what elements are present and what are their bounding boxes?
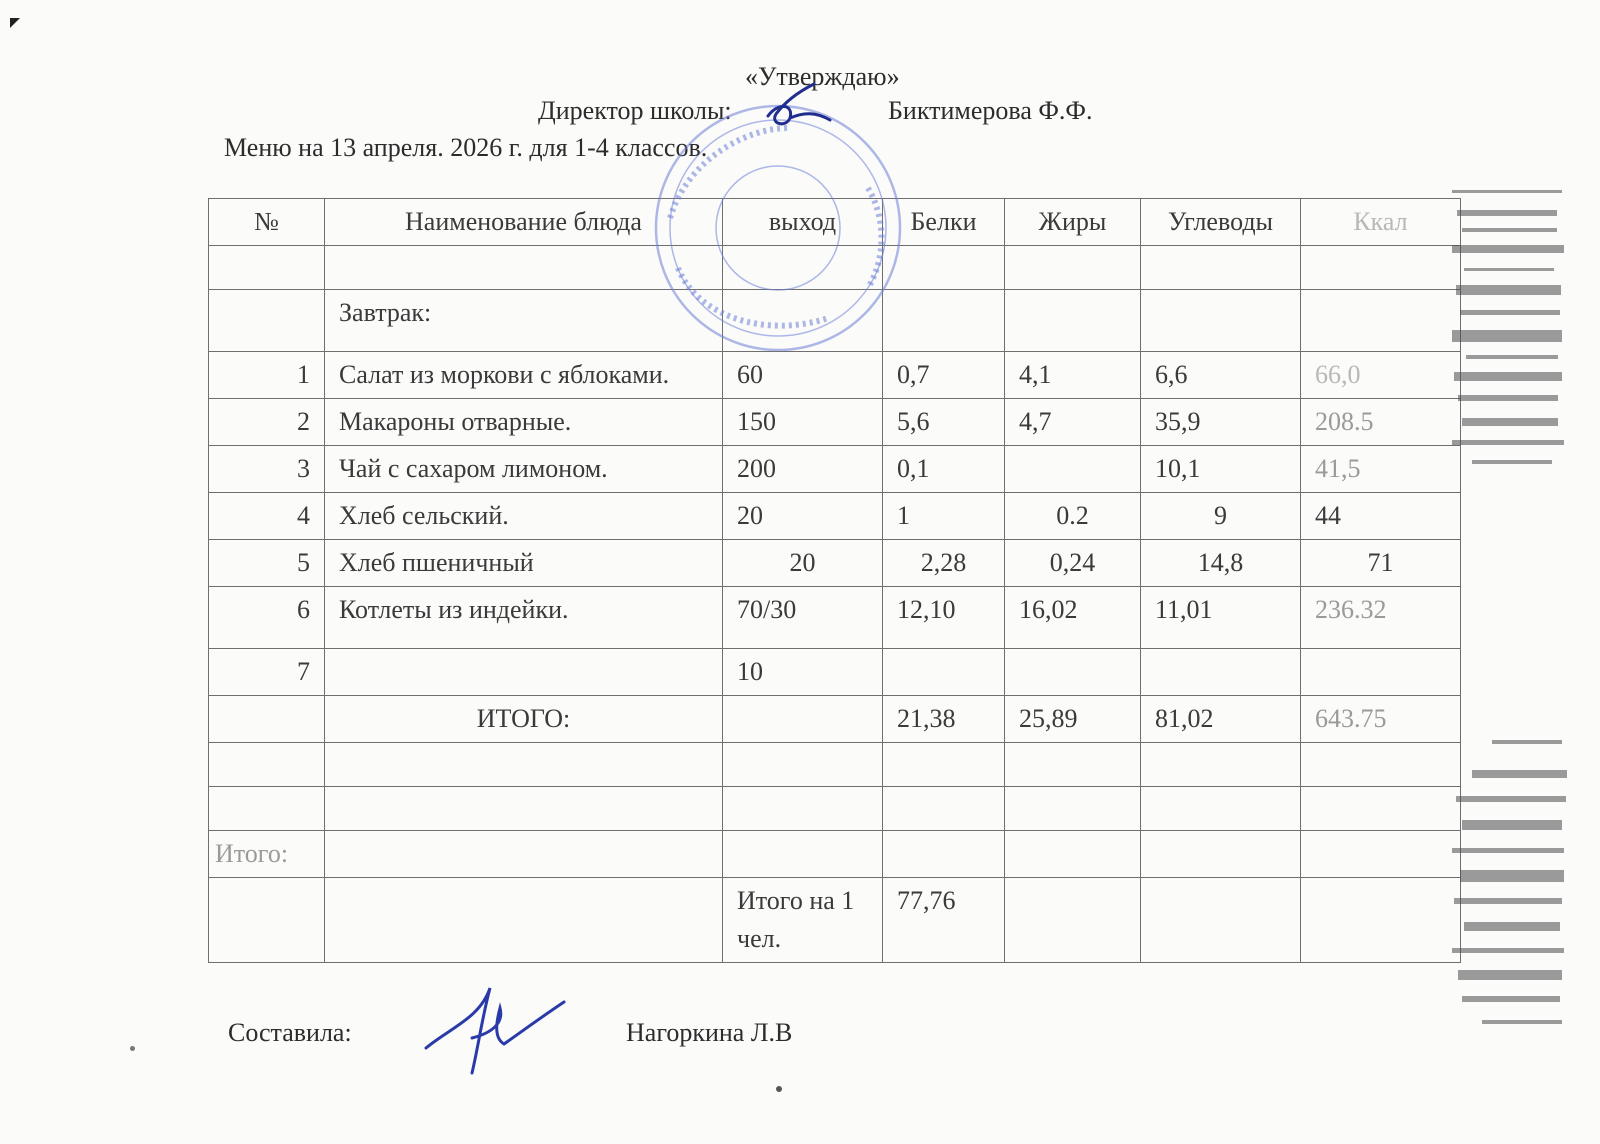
dish-protein: 0,1 bbox=[883, 446, 1005, 493]
column-header-kcal: Ккал bbox=[1301, 199, 1461, 246]
dish-name: Макароны отварные. bbox=[325, 399, 723, 446]
section-label-breakfast: Завтрак: bbox=[325, 290, 723, 352]
dish-kcal: 66,0 bbox=[1301, 352, 1461, 399]
director-signature bbox=[760, 82, 840, 137]
dish-carbs: 14,8 bbox=[1141, 540, 1301, 587]
dish-protein: 0,7 bbox=[883, 352, 1005, 399]
dish-kcal: 44 bbox=[1301, 493, 1461, 540]
empty-row bbox=[209, 743, 1461, 787]
dish-carbs: 6,6 bbox=[1141, 352, 1301, 399]
itogo-label: Итого: bbox=[209, 831, 325, 878]
dish-carbs: 35,9 bbox=[1141, 399, 1301, 446]
column-header-protein: Белки bbox=[883, 199, 1005, 246]
dish-kcal: 236.32 bbox=[1301, 587, 1461, 649]
dish-kcal: 41,5 bbox=[1301, 446, 1461, 493]
table-row bbox=[209, 540, 1461, 587]
director-label: Директор школы: bbox=[538, 96, 732, 125]
approve-heading: «Утверждаю» bbox=[745, 62, 900, 91]
menu-title: Меню на 13 апреля. 2026 г. для 1-4 классов. bbox=[224, 133, 708, 162]
dish-protein: 12,10 bbox=[883, 587, 1005, 649]
table-row bbox=[209, 493, 1461, 540]
row-number: 1 bbox=[209, 352, 325, 399]
school-stamp bbox=[618, 98, 938, 358]
dish-name bbox=[325, 649, 723, 696]
total-kcal: 643.75 bbox=[1301, 696, 1461, 743]
empty-row bbox=[209, 787, 1461, 831]
dish-output: 10 bbox=[723, 649, 883, 696]
dish-fat bbox=[1005, 446, 1141, 493]
itogo-row bbox=[209, 831, 1461, 878]
row-number: 7 bbox=[209, 649, 325, 696]
dish-output: 150 bbox=[723, 399, 883, 446]
dish-kcal: 208.5 bbox=[1301, 399, 1461, 446]
scan-noise-lower bbox=[1452, 730, 1572, 1050]
per-person-row bbox=[209, 878, 1461, 963]
total-carbs: 81,02 bbox=[1141, 696, 1301, 743]
total-protein: 21,38 bbox=[883, 696, 1005, 743]
row-number: 5 bbox=[209, 540, 325, 587]
dish-fat: 16,02 bbox=[1005, 587, 1141, 649]
scan-speck bbox=[776, 1086, 782, 1092]
composer-signature bbox=[420, 978, 570, 1083]
table-row bbox=[209, 399, 1461, 446]
dish-carbs: 11,01 bbox=[1141, 587, 1301, 649]
dish-name: Хлеб сельский. bbox=[325, 493, 723, 540]
dish-protein: 5,6 bbox=[883, 399, 1005, 446]
column-header-fat: Жиры bbox=[1005, 199, 1141, 246]
composed-name: Нагоркина Л.В bbox=[626, 1018, 793, 1047]
dish-output: 60 bbox=[723, 352, 883, 399]
row-number: 2 bbox=[209, 399, 325, 446]
table-row bbox=[209, 446, 1461, 493]
dish-kcal: 71 bbox=[1301, 540, 1461, 587]
row-number: 6 bbox=[209, 587, 325, 649]
dish-output: 200 bbox=[723, 446, 883, 493]
dish-protein: 1 bbox=[883, 493, 1005, 540]
dish-name: Котлеты из индейки. bbox=[325, 587, 723, 649]
total-row bbox=[209, 696, 1461, 743]
dish-fat: 4,1 bbox=[1005, 352, 1141, 399]
dish-name: Хлеб пшеничный bbox=[325, 540, 723, 587]
dish-output: 20 bbox=[723, 493, 883, 540]
row-number: 3 bbox=[209, 446, 325, 493]
per-person-value: 77,76 bbox=[883, 878, 1005, 963]
scan-corner-mark bbox=[10, 18, 20, 28]
dish-output: 20 bbox=[723, 540, 883, 587]
table-row bbox=[209, 587, 1461, 649]
dish-fat: 0,24 bbox=[1005, 540, 1141, 587]
dish-carbs: 10,1 bbox=[1141, 446, 1301, 493]
director-name: Биктимерова Ф.Ф. bbox=[888, 96, 1093, 125]
dish-fat: 0.2 bbox=[1005, 493, 1141, 540]
total-fat: 25,89 bbox=[1005, 696, 1141, 743]
row-number: 4 bbox=[209, 493, 325, 540]
column-header-dish: Наименование блюда bbox=[325, 199, 723, 246]
column-header-carbs: Углеводы bbox=[1141, 199, 1301, 246]
dish-name: Салат из моркови с яблоками. bbox=[325, 352, 723, 399]
scan-speck bbox=[130, 1046, 135, 1051]
dish-fat: 4,7 bbox=[1005, 399, 1141, 446]
dish-protein: 2,28 bbox=[883, 540, 1005, 587]
column-header-output: выход bbox=[723, 199, 883, 246]
composed-label: Составила: bbox=[228, 1018, 352, 1047]
dish-name: Чай с сахаром лимоном. bbox=[325, 446, 723, 493]
dish-carbs: 9 bbox=[1141, 493, 1301, 540]
per-person-label: Итого на 1 чел. bbox=[723, 878, 883, 963]
dish-output: 70/30 bbox=[723, 587, 883, 649]
column-header-number: № bbox=[209, 199, 325, 246]
scan-noise-upper bbox=[1452, 150, 1572, 490]
total-label: ИТОГО: bbox=[325, 696, 723, 743]
table-row bbox=[209, 649, 1461, 696]
table-row bbox=[209, 352, 1461, 399]
